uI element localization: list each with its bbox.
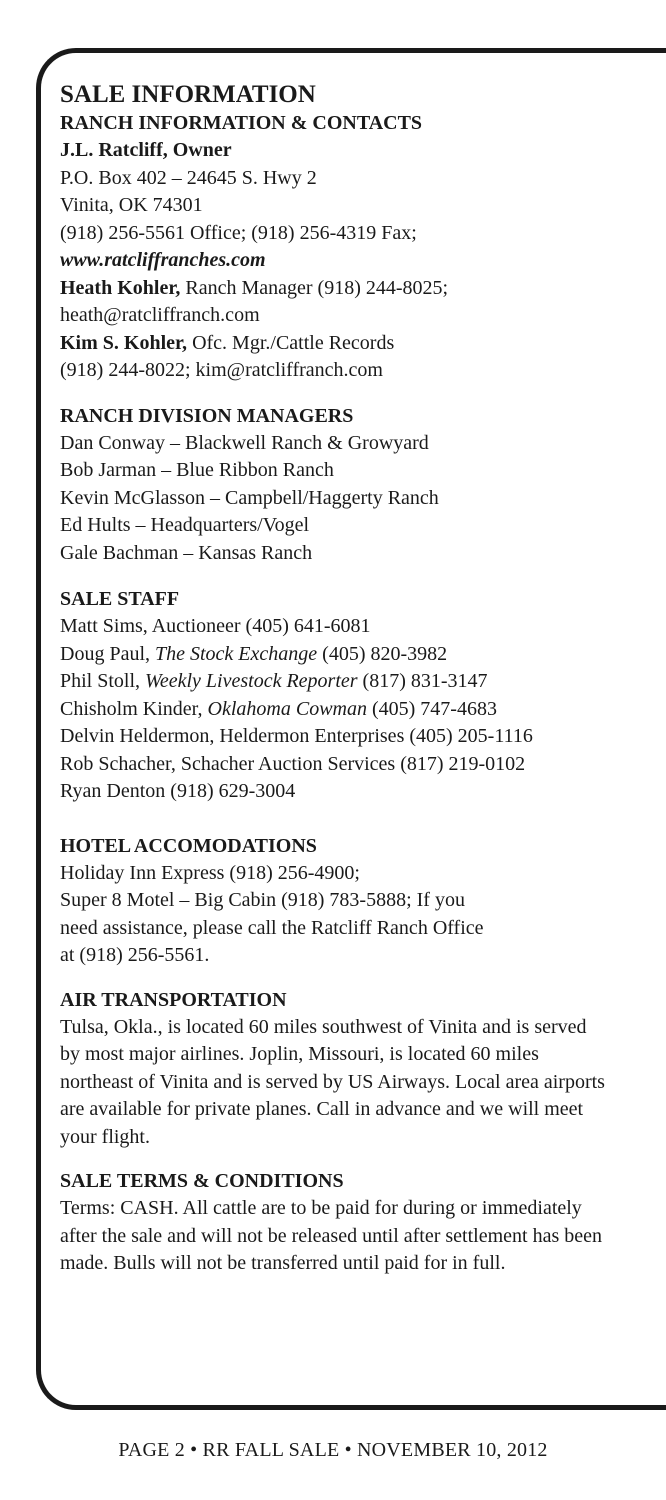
staff-name: Chisholm Kinder, bbox=[60, 697, 208, 720]
division-manager-item: Kevin McGlasson – Campbell/Haggerty Ranch bbox=[60, 486, 439, 509]
office-manager-role: Ofc. Mgr./Cattle Records bbox=[187, 331, 395, 354]
air-transportation-heading: AIR TRANSPORTATION bbox=[60, 988, 287, 1011]
ranch-manager-name: Heath Kohler, bbox=[60, 276, 181, 299]
sale-terms-text: Terms: CASH. All cattle are to be paid for during or immediately after the sale and will not be released until after settlement has been made. Bulls will not be transferred until paid for in full. bbox=[60, 1197, 603, 1274]
hotel-line: need assistance, please call the Ratcliff Ranch Office bbox=[60, 916, 484, 939]
sale-staff-heading: SALE STAFF bbox=[60, 588, 180, 610]
staff-phone: (817) 831-3147 bbox=[357, 670, 488, 692]
office-manager-contact: (918) 244-8022; kim@ratcliffranch.com bbox=[60, 359, 383, 381]
hotel-section bbox=[60, 832, 660, 970]
publication-name: The Stock Exchange bbox=[155, 642, 318, 665]
office-phone-line: (918) 256-5561 Office; (918) 256-4319 Fax; bbox=[60, 221, 417, 244]
sale-staff-section bbox=[60, 585, 660, 806]
staff-item: Ryan Denton (918) 629-3004 bbox=[60, 780, 296, 802]
hotel-line: at (918) 256-5561. bbox=[60, 944, 210, 966]
hotel-line: Holiday Inn Express (918) 256-4900; bbox=[60, 861, 360, 884]
staff-name: Doug Paul, bbox=[60, 642, 155, 665]
staff-item bbox=[60, 696, 660, 724]
staff-item: Rob Schacher, Schacher Auction Services (817) 219-0102 bbox=[60, 752, 526, 775]
publication-name: Oklahoma Cowman bbox=[207, 697, 367, 720]
ranch-info-heading: RANCH INFORMATION & CONTACTS bbox=[60, 112, 423, 134]
publication-name: Weekly Livestock Reporter bbox=[145, 670, 358, 692]
ranch-manager-line bbox=[60, 275, 660, 303]
sale-terms-section bbox=[60, 1167, 660, 1278]
staff-item: Matt Sims, Auctioneer (405) 641-6081 bbox=[60, 615, 371, 637]
staff-phone: (405) 747-4683 bbox=[366, 697, 497, 720]
staff-item bbox=[60, 641, 660, 669]
division-manager-item: Ed Hults – Headquarters/Vogel bbox=[60, 514, 310, 536]
air-transportation-section bbox=[60, 986, 660, 1152]
office-manager-line bbox=[60, 330, 660, 358]
staff-item bbox=[60, 668, 660, 696]
ranch-manager-role: Ranch Manager (918) 244-8025; bbox=[180, 276, 449, 299]
ranch-manager-email[interactable]: heath@ratcliffranch.com bbox=[60, 304, 260, 326]
website-link[interactable]: www.ratcliffranches.com bbox=[60, 249, 266, 271]
hotel-line: Super 8 Motel – Big Cabin (918) 783-5888; If you bbox=[60, 889, 465, 911]
page-title: SALE INFORMATION bbox=[60, 81, 316, 108]
air-transportation-text: Tulsa, Okla., is located 60 miles southwest of Vinita and is served by most major airlines. Joplin, Missouri, is located 60 miles northeast of Vinita and is served by US Airways. Local area airports are available for private planes. Call in advance and we will meet your flight. bbox=[60, 1015, 605, 1148]
owner-line: J.L. Ratcliff, Owner bbox=[60, 139, 232, 161]
address-line-2: Vinita, OK 74301 bbox=[60, 194, 203, 216]
staff-item: Delvin Heldermon, Heldermon Enterprises (405) 205-1116 bbox=[60, 725, 533, 747]
ranch-info-section bbox=[60, 109, 660, 385]
sale-information-panel bbox=[60, 80, 660, 1278]
division-manager-item: Bob Jarman – Blue Ribbon Ranch bbox=[60, 459, 334, 481]
division-managers-section bbox=[60, 402, 660, 568]
division-manager-item: Gale Bachman – Kansas Ranch bbox=[60, 541, 313, 564]
division-manager-item: Dan Conway – Blackwell Ranch & Growyard bbox=[60, 431, 429, 454]
sale-terms-heading: SALE TERMS & CONDITIONS bbox=[60, 1170, 344, 1192]
staff-name: Phil Stoll, bbox=[60, 670, 146, 692]
hotel-heading: HOTEL ACCOMODATIONS bbox=[60, 834, 317, 857]
staff-phone: (405) 820-3982 bbox=[317, 642, 448, 665]
page-footer: PAGE 2 • RR FALL SALE • NOVEMBER 10, 2012 bbox=[118, 1439, 548, 1461]
division-managers-heading: RANCH DIVISION MANAGERS bbox=[60, 404, 354, 427]
address-line-1: P.O. Box 402 – 24645 S. Hwy 2 bbox=[60, 166, 317, 189]
office-manager-name: Kim S. Kohler, bbox=[60, 331, 188, 354]
